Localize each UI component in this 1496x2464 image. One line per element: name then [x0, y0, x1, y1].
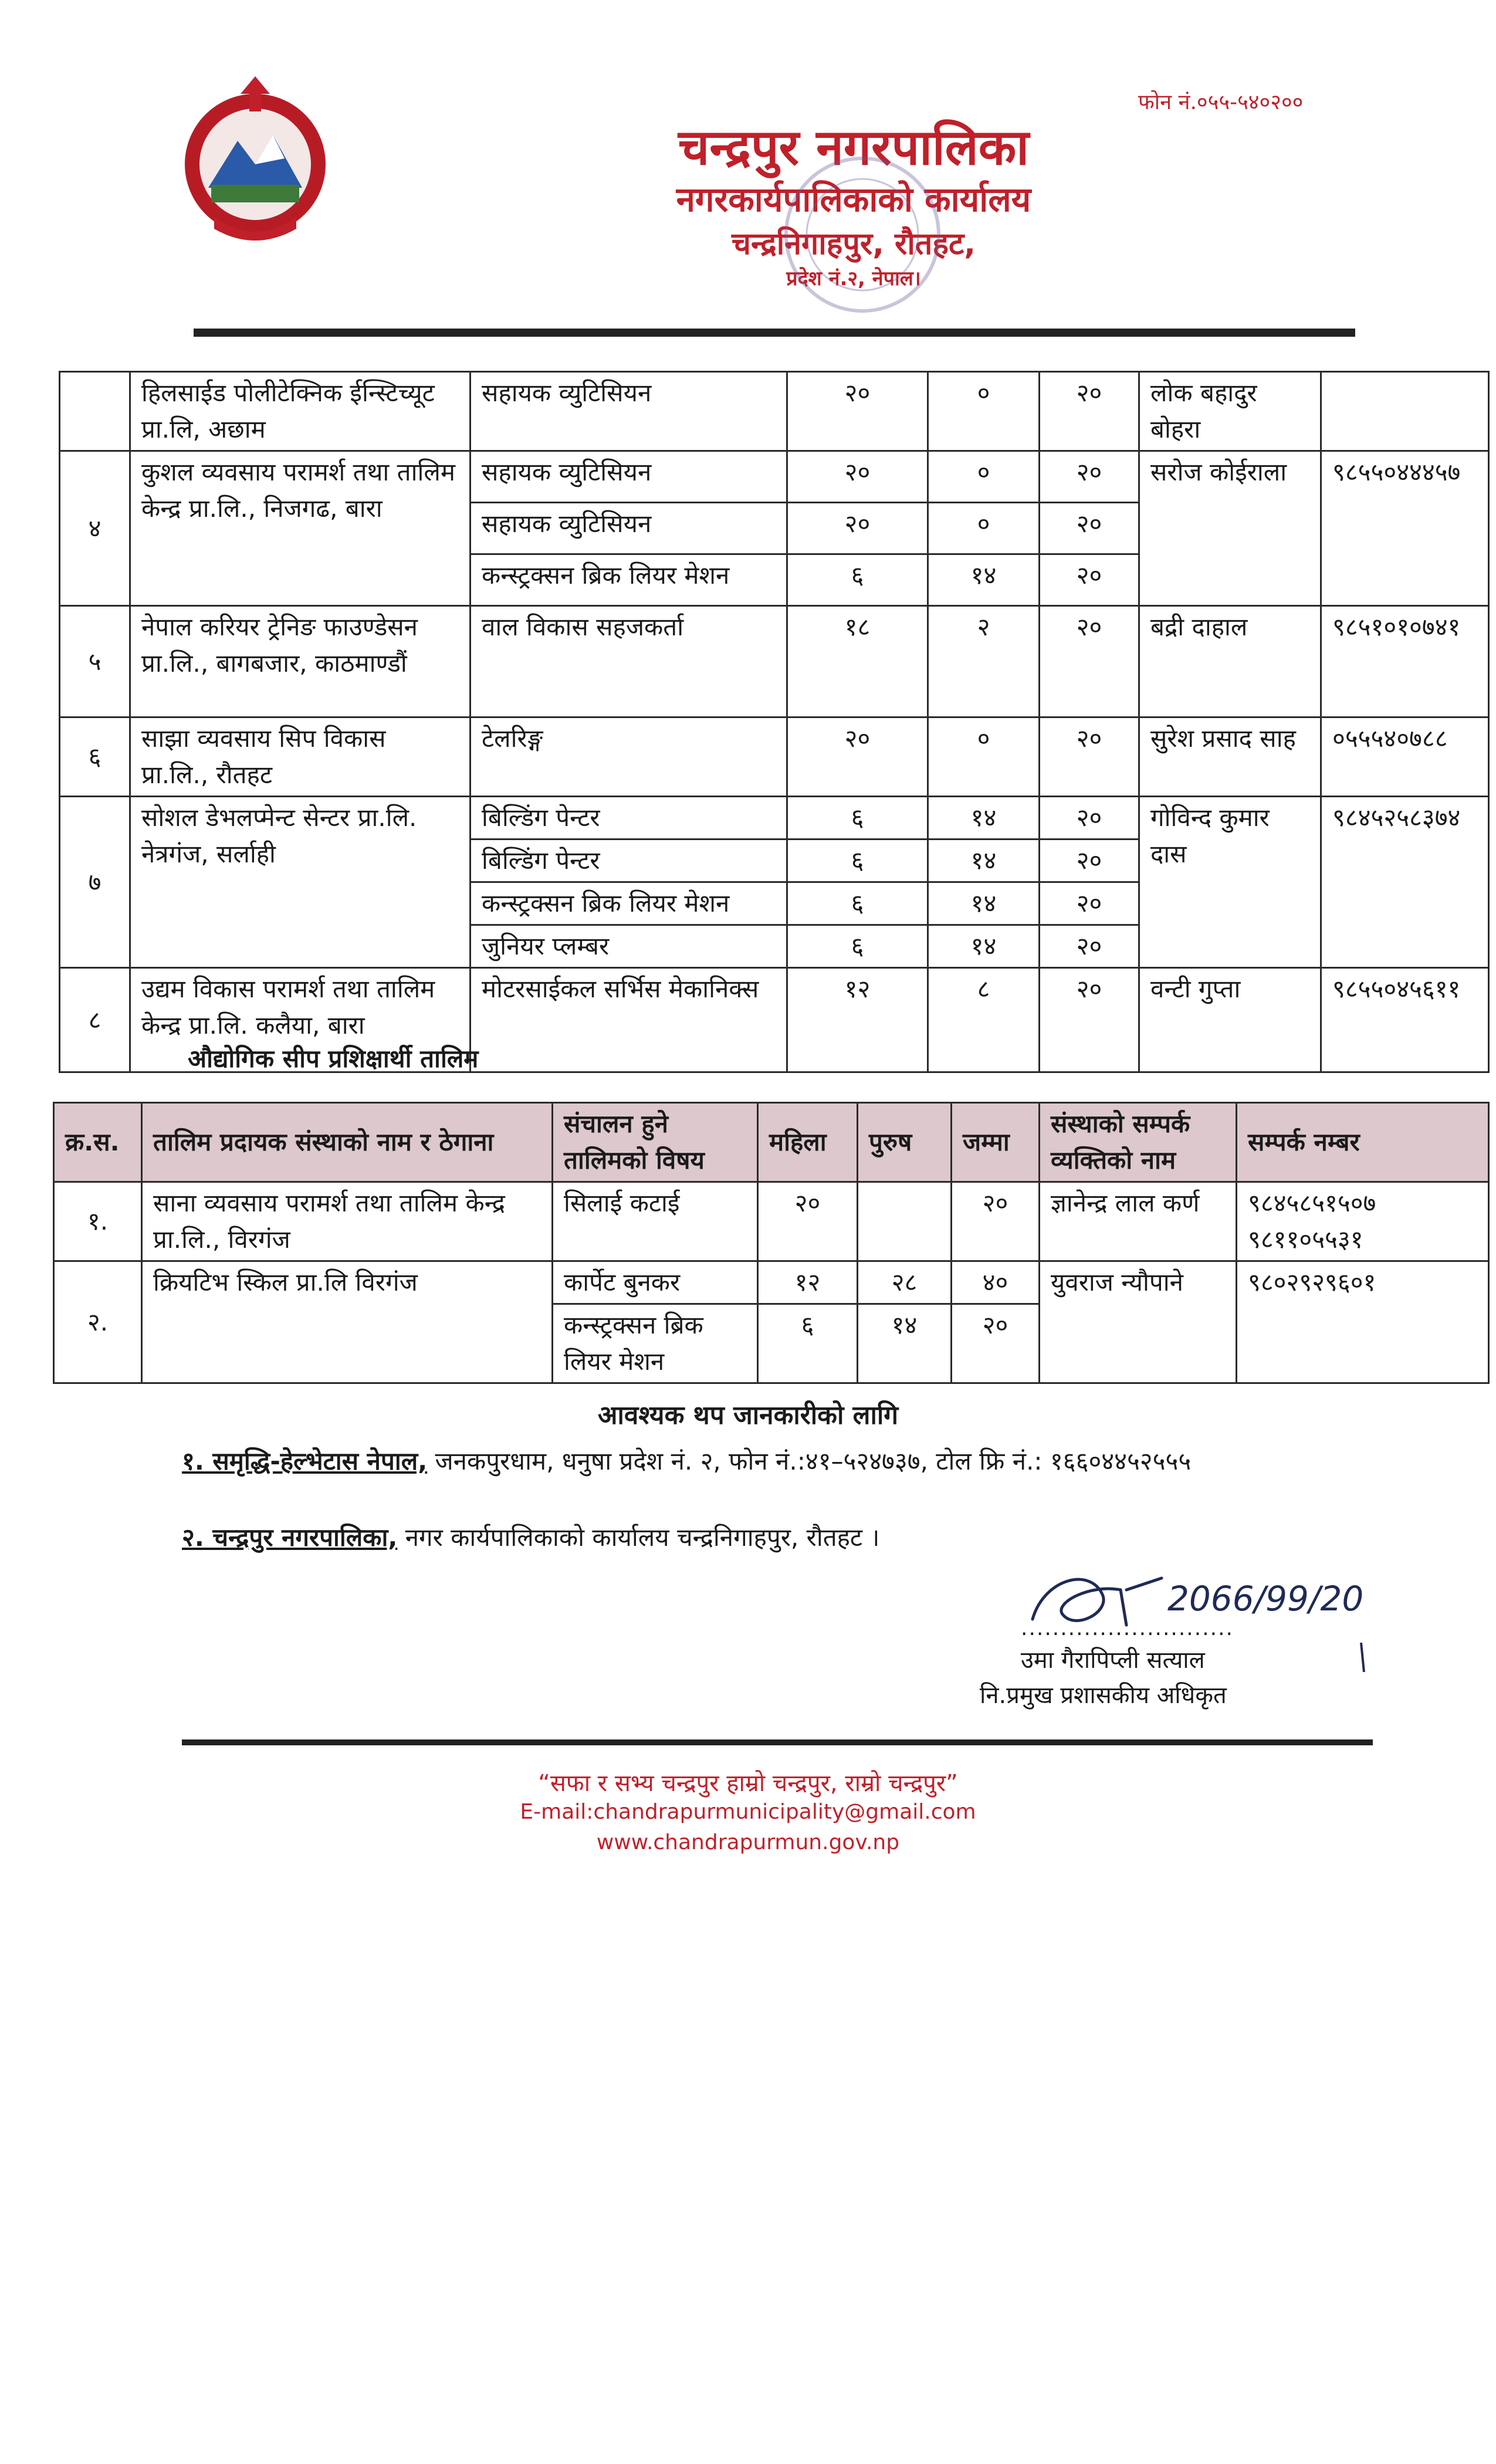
total-count: २०: [1040, 554, 1139, 606]
serial-number: ५: [60, 606, 130, 717]
contact-number: ९८०२९२९६०१: [1237, 1261, 1489, 1383]
male-count: ८: [928, 968, 1040, 1072]
signatory-name: उमा गैरापिप्ली सत्याल: [1021, 1647, 1205, 1674]
serial-number: ४: [60, 451, 130, 606]
female-count: ६: [787, 882, 928, 925]
provider-name: सोशल डेभलप्मेन्ट सेन्टर प्रा.लि. नेत्रगंज, सर्लाही: [130, 797, 471, 968]
total-count: २०: [1040, 797, 1139, 840]
female-count: ६: [787, 925, 928, 968]
male-count: १४: [928, 925, 1040, 968]
table-row: [54, 1261, 1489, 1304]
contact-number: [1321, 372, 1489, 451]
office-name: नगरकार्यपालिकाको कार्यालय: [676, 180, 1031, 219]
male-count: २: [928, 606, 1040, 717]
signature-line: ...........................: [1021, 1616, 1234, 1640]
total-count: २०: [1040, 840, 1139, 882]
total-count: २०: [1040, 503, 1139, 554]
male-count: १४: [928, 882, 1040, 925]
course-name: वाल विकास सहजकर्ता: [471, 606, 787, 717]
provider-name: साना व्यवसाय परामर्श तथा तालिम केन्द्र प्रा.लि., विरगंज: [142, 1182, 553, 1261]
male-count: [858, 1182, 952, 1261]
contact-number: ९८५५०४४४५७: [1321, 451, 1489, 606]
serial-number: १.: [54, 1182, 142, 1261]
table-row: [60, 717, 1489, 797]
footer-website[interactable]: www.chandrapurmun.gov.np: [596, 1830, 900, 1854]
province-line: प्रदेश नं.२, नेपाल।: [786, 267, 921, 290]
female-count: २०: [787, 717, 928, 797]
contact-person: लोक बहादुर बोहरा: [1139, 372, 1321, 451]
contact-number: ९८४५८५१५०७ ९८११०५५३१: [1237, 1182, 1489, 1261]
male-count: ०: [928, 372, 1040, 451]
provider-name: उद्यम विकास परामर्श तथा तालिम केन्द्र प्रा.लि. कलैया, बारा: [130, 968, 471, 1072]
contact-person: वन्टी गुप्ता: [1139, 968, 1321, 1072]
organization-name: चन्द्रपुर नगरपालिका: [678, 119, 1029, 176]
total-count: २०: [1040, 925, 1139, 968]
total-count: २०: [952, 1304, 1040, 1383]
footer-email[interactable]: E-mail:chandrapurmunicipality@gmail.com: [520, 1800, 976, 1824]
total-count: २०: [952, 1182, 1040, 1261]
course-name: मोटरसाईकल सर्भिस मेकानिक्स: [471, 968, 787, 1072]
female-count: ६: [758, 1304, 858, 1383]
male-count: ०: [928, 451, 1040, 503]
contact-person: बद्री दाहाल: [1139, 606, 1321, 717]
female-count: ६: [787, 840, 928, 882]
female-count: २०: [758, 1182, 858, 1261]
contact-details-2: नगर कार्यपालिकाको कार्यालय चन्द्रनिगाहपुर, रौतहट ।: [397, 1523, 880, 1552]
contact-person: सरोज कोईराला: [1139, 451, 1321, 606]
header-subject: संचालन हुने तालिमको विषय: [553, 1103, 758, 1182]
course-name: कन्स्ट्रक्सन ब्रिक लियर मेशन: [553, 1304, 758, 1383]
course-name: सहायक व्युटिसियन: [471, 372, 787, 451]
serial-number: ६: [60, 717, 130, 797]
total-count: २०: [1040, 882, 1139, 925]
male-count: ०: [928, 503, 1040, 554]
course-name: कार्पेट बुनकर: [553, 1261, 758, 1304]
phone-number: फोन नं.०५५-५४०२००: [1138, 90, 1304, 114]
header-provider: तालिम प्रदायक संस्थाको नाम र ठेगाना: [142, 1103, 553, 1182]
table-row: [60, 797, 1489, 840]
serial-number: ७: [60, 797, 130, 968]
footer-slogan: “सफा र सभ्य चन्द्रपुर हाम्रो चन्द्रपुर, राम्रो चन्द्रपुर”: [538, 1770, 958, 1797]
training-table-2: [53, 1102, 1490, 1384]
male-count: १४: [858, 1304, 952, 1383]
total-count: २०: [1040, 717, 1139, 797]
male-count: २८: [858, 1261, 952, 1304]
header-total: जम्मा: [952, 1103, 1040, 1182]
office-stamp: [763, 147, 962, 323]
female-count: ६: [787, 797, 928, 840]
female-count: १२: [787, 968, 928, 1072]
header-contact-number: सम्पर्क नम्बर: [1237, 1103, 1489, 1182]
contact-org-1: १. समृद्धि-हेल्भेटास नेपाल,: [182, 1447, 428, 1475]
contact-line-2: [182, 1519, 1250, 1556]
male-count: १४: [928, 840, 1040, 882]
course-name: सहायक व्युटिसियन: [471, 451, 787, 503]
footer-divider: [182, 1739, 1373, 1745]
header-divider: [194, 329, 1355, 337]
section-title: औद्योगिक सीप प्रशिक्षार्थी तालिम: [188, 1044, 479, 1073]
signatory-title: नि.प्रमुख प्रशासकीय अधिकृत: [980, 1682, 1227, 1709]
male-count: ०: [928, 717, 1040, 797]
contact-person: ज्ञानेन्द्र लाल कर्ण: [1040, 1182, 1237, 1261]
training-table-1: [59, 371, 1490, 1073]
course-name: कन्स्ट्रक्सन ब्रिक लियर मेशन: [471, 882, 787, 925]
header-contact-person: संस्थाको सम्पर्क व्यक्तिको नाम: [1040, 1103, 1237, 1182]
contact-person: युवराज न्यौपाने: [1040, 1261, 1237, 1383]
serial-number: [60, 372, 130, 451]
header-sn: क्र.स.: [54, 1103, 142, 1182]
course-name: टेलरिङ्ग: [471, 717, 787, 797]
male-count: १४: [928, 554, 1040, 606]
course-name: कन्स्ट्रक्सन ब्रिक लियर मेशन: [471, 554, 787, 606]
table-row: [60, 372, 1489, 451]
contact-number: ९८५१०१०७४१: [1321, 606, 1489, 717]
provider-name: कुशल व्यवसाय परामर्श तथा तालिम केन्द्र प्रा.लि., निजगढ, बारा: [130, 451, 471, 606]
female-count: ६: [787, 554, 928, 606]
course-name: सिलाई कटाई: [553, 1182, 758, 1261]
course-name: जुनियर प्लम्बर: [471, 925, 787, 968]
provider-name: साझा व्यवसाय सिप विकास प्रा.लि., रौतहट: [130, 717, 471, 797]
contact-number: ९८४५२५८३७४: [1321, 797, 1489, 968]
course-name: सहायक व्युटिसियन: [471, 503, 787, 554]
female-count: २०: [787, 372, 928, 451]
total-count: ४०: [952, 1261, 1040, 1304]
table-row: [60, 606, 1489, 717]
female-count: २०: [787, 451, 928, 503]
contact-org-2: २. चन्द्रपुर नगरपालिका,: [182, 1523, 398, 1552]
total-count: २०: [1040, 968, 1139, 1072]
table-header-row: [54, 1103, 1489, 1182]
course-name: बिल्डिंग पेन्टर: [471, 797, 787, 840]
header-female: महिला: [758, 1103, 858, 1182]
contact-heading: आवश्यक थप जानकारीको लागि: [597, 1400, 899, 1430]
contact-number: ०५५५४०७८८: [1321, 717, 1489, 797]
total-count: २०: [1040, 451, 1139, 503]
contact-person: गोविन्द कुमार दास: [1139, 797, 1321, 968]
provider-name: हिलसाईड पोलीटेक्निक ईन्स्टिच्यूट प्रा.लि, अछाम: [130, 372, 471, 451]
header-male: पुरुष: [858, 1103, 952, 1182]
table-row: [60, 451, 1489, 503]
serial-number: २.: [54, 1261, 142, 1383]
serial-number: ८: [60, 968, 130, 1072]
handwritten-date: 2066/99/20: [1167, 1579, 1364, 1619]
table-row: [54, 1182, 1489, 1261]
total-count: २०: [1040, 372, 1139, 451]
provider-name: क्रियटिभ स्किल प्रा.लि विरगंज: [142, 1261, 553, 1383]
female-count: १२: [758, 1261, 858, 1304]
contact-details-1: जनकपुरधाम, धनुषा प्रदेश नं. २, फोन नं.:४१–५२४७३७, टोल फ्रि नं.: १६६०४४५२५५५: [427, 1447, 1192, 1475]
male-count: १४: [928, 797, 1040, 840]
female-count: १८: [787, 606, 928, 717]
contact-person: सुरेश प्रसाद साह: [1139, 717, 1321, 797]
contact-number: ९८५५०४५६११: [1321, 968, 1489, 1072]
course-name: बिल्डिंग पेन्टर: [471, 840, 787, 882]
nepal-emblem-logo: [167, 76, 343, 252]
office-address: चन्द्रनिगाहपुर, रौतहट,: [732, 226, 976, 262]
female-count: २०: [787, 503, 928, 554]
provider-name: नेपाल करियर ट्रेनिङ फाउण्डेसन प्रा.लि., बागबजार, काठमाण्डौं: [130, 606, 471, 717]
contact-line-1: [182, 1443, 1250, 1480]
total-count: २०: [1040, 606, 1139, 717]
